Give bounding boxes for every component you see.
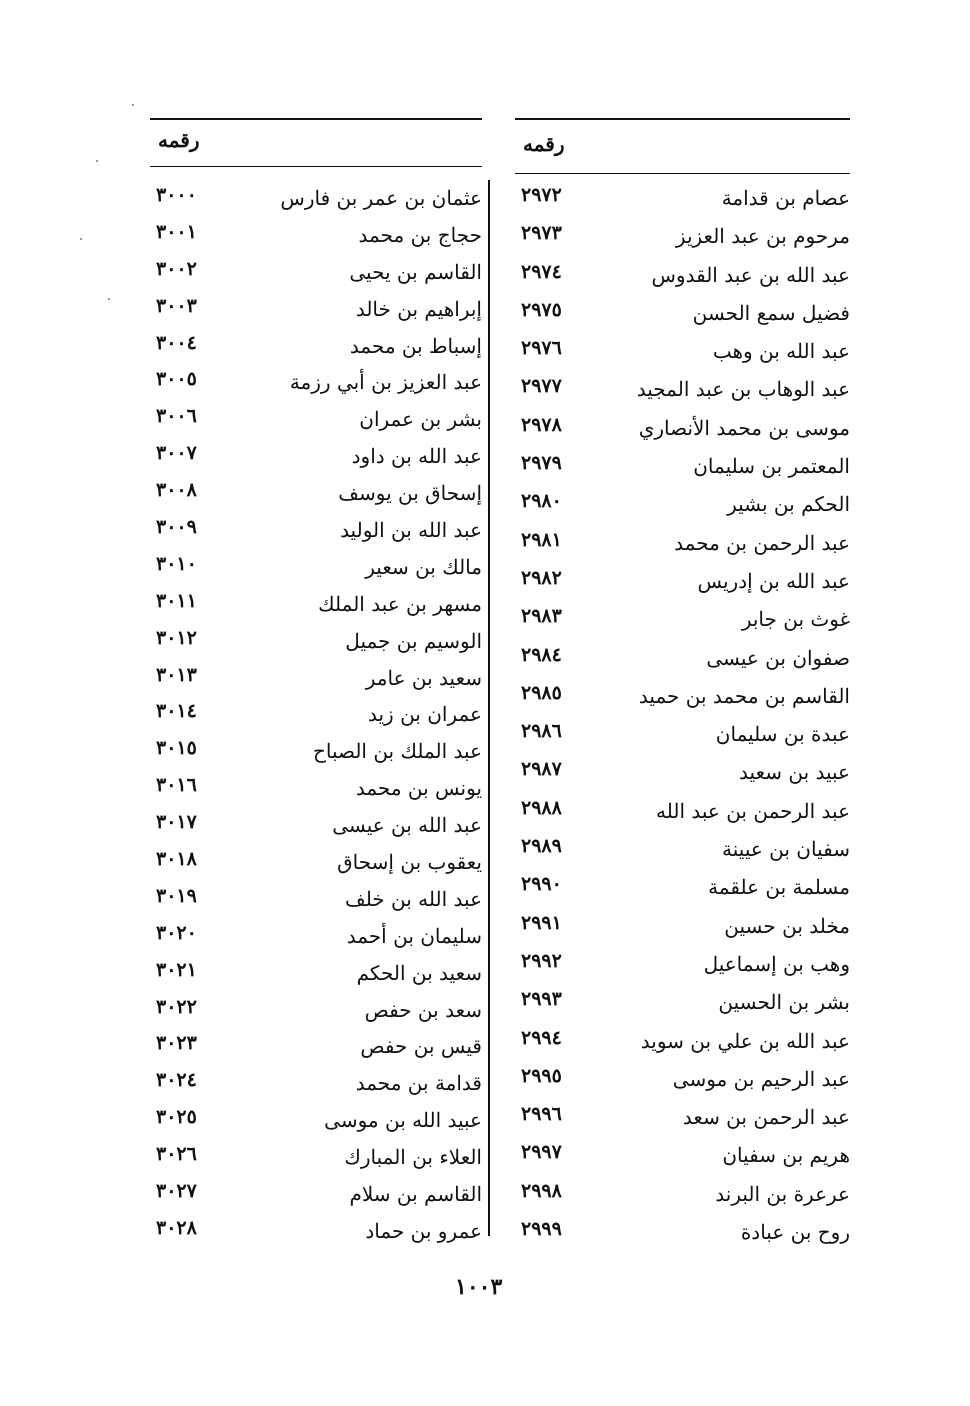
entry-row xyxy=(515,259,850,297)
entry-name: عبد العزيز بن أبي رزمة xyxy=(289,370,482,395)
entry-number: ٣٠٠٥ xyxy=(156,368,197,391)
entry-name: سعيد بن الحكم xyxy=(356,960,482,985)
entry-name: عرعرة بن البرند xyxy=(715,1181,850,1206)
entry-row xyxy=(150,625,482,662)
entry-number: ٣٠١٦ xyxy=(156,774,197,797)
column-top-rule xyxy=(515,118,850,120)
entry-name: عبد الله بن عيسى xyxy=(332,813,482,838)
entry-name: عبد الله بن خلف xyxy=(344,886,482,911)
entry-number: ٢٩٧٥ xyxy=(521,298,562,321)
entry-row xyxy=(515,680,850,718)
entry-name: مالك بن سعير xyxy=(365,554,482,579)
entry-number: ٣٠١٩ xyxy=(156,884,197,907)
entry-row xyxy=(515,565,850,603)
entry-number: ٣٠١١ xyxy=(156,589,197,612)
entry-name: عبد الرحيم بن موسى xyxy=(672,1066,850,1091)
entry-row xyxy=(150,735,482,772)
entry-number: ٢٩٧٦ xyxy=(521,337,562,360)
entry-number: ٣٠٠٣ xyxy=(156,294,197,317)
entry-name: عبيد الله بن موسى xyxy=(324,1108,482,1133)
entry-number: ٢٩٧٨ xyxy=(521,413,562,436)
entry-number: ٣٠٢٣ xyxy=(156,1032,197,1055)
entry-number: ٣٠٢١ xyxy=(156,958,197,981)
entry-name: عمرو بن حماد xyxy=(365,1218,482,1243)
entry-number: ٣٠١٧ xyxy=(156,811,197,834)
header-rule xyxy=(515,173,850,174)
entry-row xyxy=(150,219,482,256)
entry-name: وهب بن إسماعيل xyxy=(703,951,850,976)
entry-number: ٢٩٩٥ xyxy=(521,1064,562,1087)
entry-row xyxy=(515,373,850,411)
entry-name: مسهر بن عبد الملك xyxy=(318,591,482,616)
entry-name: إسحاق بن يوسف xyxy=(338,481,482,506)
entry-row xyxy=(515,1139,850,1177)
entry-row xyxy=(150,698,482,735)
scan-speck xyxy=(108,298,110,300)
entry-number: ٢٩٨٦ xyxy=(521,720,562,743)
entry-name: عبد الرحمن بن عبد الله xyxy=(656,798,850,823)
entry-name: بشر بن عمران xyxy=(359,407,482,432)
entries-list xyxy=(150,182,482,1252)
entry-name: القاسم بن سلام xyxy=(349,1182,482,1207)
entry-number: ٣٠٠٦ xyxy=(156,405,197,428)
entry-row xyxy=(150,1178,482,1215)
entry-row xyxy=(515,1101,850,1139)
entry-number: ٢٩٨١ xyxy=(521,528,562,551)
scan-speck xyxy=(80,238,82,240)
entry-name: غوث بن جابر xyxy=(741,607,850,632)
entry-number: ٣٠٢٠ xyxy=(156,921,197,944)
entry-row xyxy=(150,772,482,809)
entry-number: ٣٠٠١ xyxy=(156,220,197,243)
header-rule xyxy=(150,166,482,167)
entry-number: ٢٩٩٨ xyxy=(521,1179,562,1202)
entry-number: ٢٩٧٧ xyxy=(521,375,562,398)
entry-number: ٣٠٢٢ xyxy=(156,995,197,1018)
entry-number: ٣٠١٢ xyxy=(156,626,197,649)
entry-number: ٢٩٩٧ xyxy=(521,1141,562,1164)
entry-row xyxy=(515,795,850,833)
entry-number: ٣٠١٨ xyxy=(156,848,197,871)
entry-number: ٢٩٨٥ xyxy=(521,681,562,704)
entry-row xyxy=(515,948,850,986)
entry-name: مرحوم بن عبد العزيز xyxy=(675,224,850,249)
entry-row xyxy=(515,603,850,641)
entry-name: عبد الله بن علي بن سويد xyxy=(640,1028,850,1053)
entry-number: ٣٠٠٩ xyxy=(156,516,197,539)
entry-row xyxy=(515,335,850,373)
entry-name: عبد الله بن وهب xyxy=(712,339,850,364)
entry-row xyxy=(150,330,482,367)
entry-row xyxy=(150,514,482,551)
entry-name: يونس بن محمد xyxy=(355,776,482,801)
entry-number: ٣٠١٠ xyxy=(156,552,197,575)
entry-name: عبد الله بن الوليد xyxy=(340,518,482,543)
entry-number: ٣٠٢٦ xyxy=(156,1143,197,1166)
entry-name: سفيان بن عيينة xyxy=(722,837,850,862)
scan-speck xyxy=(96,160,98,162)
entry-number: ٢٩٨٤ xyxy=(521,643,562,666)
entry-row xyxy=(150,477,482,514)
entry-number: ٣٠٠٨ xyxy=(156,479,197,502)
entry-row xyxy=(150,1104,482,1141)
entry-name: عبد الله بن إدريس xyxy=(697,568,850,593)
entry-row xyxy=(150,1067,482,1104)
entry-row xyxy=(150,1141,482,1178)
entry-number: ٢٩٩٠ xyxy=(521,873,562,896)
entry-name: عمران بن زيد xyxy=(367,702,482,727)
entry-row xyxy=(150,920,482,957)
entry-name: عبد الرحمن بن سعد xyxy=(682,1105,850,1130)
entry-name: إسباط بن محمد xyxy=(349,333,482,358)
entry-name: حجاج بن محمد xyxy=(358,222,482,247)
entry-name: القاسم بن محمد بن حميد xyxy=(638,683,850,708)
entry-name: عبيد بن سعيد xyxy=(739,760,850,785)
entry-row xyxy=(150,293,482,330)
entry-row xyxy=(515,718,850,756)
entry-row xyxy=(515,1063,850,1101)
entry-number: ٣٠٠٧ xyxy=(156,442,197,465)
entry-name: عبد الله بن عبد القدوس xyxy=(651,262,850,287)
entry-number: ٢٩٨٣ xyxy=(521,605,562,628)
entry-row xyxy=(150,957,482,994)
entry-name: عبد الملك بن الصباح xyxy=(312,739,482,764)
entry-row xyxy=(150,1215,482,1252)
entry-row xyxy=(150,551,482,588)
entry-name: إبراهيم بن خالد xyxy=(355,296,482,321)
entry-number: ٢٩٨٧ xyxy=(521,758,562,781)
entry-name: صفوان بن عيسى xyxy=(706,645,850,670)
entry-name: القاسم بن يحيى xyxy=(349,259,482,284)
entry-row xyxy=(515,527,850,565)
scan-speck xyxy=(132,104,134,106)
entry-row xyxy=(150,366,482,403)
entry-row xyxy=(150,994,482,1031)
entry-row xyxy=(515,871,850,909)
entry-name: المعتمر بن سليمان xyxy=(693,454,850,479)
entry-number: ٢٩٩٣ xyxy=(521,988,562,1011)
entry-name: سعيد بن عامر xyxy=(365,665,482,690)
entry-number: ٢٩٩٤ xyxy=(521,1026,562,1049)
entry-name: قدامة بن محمد xyxy=(355,1071,482,1096)
entry-row xyxy=(515,412,850,450)
entry-row xyxy=(515,450,850,488)
entry-name: سليمان بن أحمد xyxy=(346,923,482,948)
entry-number: ٢٩٨٢ xyxy=(521,566,562,589)
entry-row xyxy=(150,809,482,846)
entry-row xyxy=(150,883,482,920)
entry-number: ٣٠١٤ xyxy=(156,700,197,723)
entry-number: ٢٩٨٨ xyxy=(521,796,562,819)
entry-name: عثمان بن عمر بن فارس xyxy=(280,186,482,210)
entry-number: ٣٠١٥ xyxy=(156,737,197,760)
entry-number: ٢٩٩٢ xyxy=(521,949,562,972)
entry-row xyxy=(150,403,482,440)
entry-number: ٣٠٠٤ xyxy=(156,331,197,354)
entry-name: موسى بن محمد الأنصاري xyxy=(638,415,850,440)
entry-name: سعد بن حفص xyxy=(364,997,482,1022)
entry-row xyxy=(150,846,482,883)
entry-name: عصام بن قدامة xyxy=(721,186,850,210)
entry-number: ٣٠٠٢ xyxy=(156,257,197,280)
entry-row xyxy=(150,440,482,477)
entry-row xyxy=(515,1178,850,1216)
entry-name: عبد الرحمن بن محمد xyxy=(674,530,850,555)
entry-number: ٢٩٧٩ xyxy=(521,452,562,475)
entry-name: قيس بن حفص xyxy=(360,1034,482,1059)
entries-list xyxy=(515,182,850,1254)
entry-name: الحكم بن بشير xyxy=(727,492,850,517)
entry-row xyxy=(150,182,482,219)
entry-number: ٣٠٢٤ xyxy=(156,1069,197,1092)
entry-row xyxy=(515,488,850,526)
column-header: رقمه xyxy=(523,132,565,156)
entry-row xyxy=(515,642,850,680)
entry-name: العلاء بن المبارك xyxy=(344,1145,482,1170)
entry-number: ٣٠٢٨ xyxy=(156,1216,197,1239)
entry-row xyxy=(150,256,482,293)
entry-row xyxy=(515,986,850,1024)
entry-number: ٢٩٩٩ xyxy=(521,1218,562,1241)
entry-name: يعقوب بن إسحاق xyxy=(337,850,482,875)
entry-row xyxy=(515,1025,850,1063)
entry-name: عبد الوهاب بن عبد المجيد xyxy=(636,377,850,402)
entry-number: ٢٩٨٩ xyxy=(521,835,562,858)
column-header: رقمه xyxy=(158,128,200,152)
entry-row xyxy=(515,756,850,794)
entry-row xyxy=(515,182,850,220)
entry-row xyxy=(515,220,850,258)
entry-name: بشر بن الحسين xyxy=(718,990,850,1015)
entry-name: مخلد بن حسين xyxy=(724,913,850,938)
entry-number: ٢٩٩٦ xyxy=(521,1103,562,1126)
column-top-rule xyxy=(150,118,482,120)
entry-name: الوسيم بن جميل xyxy=(345,628,482,653)
entry-row xyxy=(515,833,850,871)
entry-name: هريم بن سفيان xyxy=(722,1143,850,1168)
entry-number: ٢٩٧٢ xyxy=(521,184,562,206)
entry-row xyxy=(515,1216,850,1254)
entry-row xyxy=(515,910,850,948)
entry-name: عبد الله بن داود xyxy=(351,444,482,469)
entry-row xyxy=(150,1030,482,1067)
entry-name: فضيل سمع الحسن xyxy=(692,300,850,325)
entry-number: ٢٩٨٠ xyxy=(521,490,562,513)
entry-name: عبدة بن سليمان xyxy=(715,722,850,747)
column-divider xyxy=(488,180,490,1236)
entry-row xyxy=(515,297,850,335)
entry-number: ٣٠٠٠ xyxy=(156,184,197,206)
entry-name: مسلمة بن علقمة xyxy=(708,875,850,900)
entry-number: ٣٠٢٧ xyxy=(156,1180,197,1203)
entry-number: ٣٠١٣ xyxy=(156,663,197,686)
entry-number: ٣٠٢٥ xyxy=(156,1106,197,1129)
entry-number: ٢٩٧٤ xyxy=(521,260,562,283)
entry-row xyxy=(150,588,482,625)
page-number: ١٠٠٣ xyxy=(455,1274,503,1300)
entry-number: ٢٩٧٣ xyxy=(521,222,562,245)
entry-name: روح بن عبادة xyxy=(740,1220,850,1245)
entry-row xyxy=(150,662,482,699)
entry-number: ٢٩٩١ xyxy=(521,911,562,934)
